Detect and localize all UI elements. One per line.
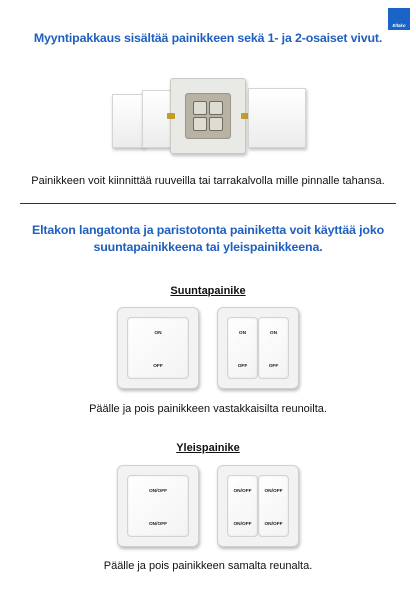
universal-switch-single (117, 465, 199, 547)
off-label: OFF (268, 364, 279, 369)
directional-switch-single (117, 307, 199, 389)
on-label: ON (269, 331, 278, 336)
directional-switch-double (217, 307, 299, 389)
single-rocker-cover-right (248, 88, 306, 148)
onoff-label: ON/OFF (264, 489, 283, 494)
off-label: OFF (237, 364, 248, 369)
single-rocker (127, 317, 189, 379)
directional-caption: Päälle ja pois painikkeen vastakkaisilta reunoilta. (89, 403, 327, 415)
onoff-label: ON/OFF (233, 522, 252, 527)
right-rocker (258, 475, 289, 537)
logo-text: Eltako (392, 23, 406, 28)
on-label: ON (154, 331, 162, 336)
section-divider (20, 203, 396, 204)
module-button (193, 117, 207, 131)
universal-caption: Päälle ja pois painikkeen samalta reunalta. (103, 560, 313, 572)
mounting-caption: Painikkeen voit kiinnittää ruuveilla tai tarrakalvolla mille pinnalle tahansa. (31, 175, 385, 187)
module-button (209, 117, 223, 131)
universal-title: Yleispainike (176, 442, 240, 454)
onoff-label: ON/OFF (264, 522, 283, 527)
onoff-label: ON/OFF (148, 489, 168, 494)
onoff-label: ON/OFF (233, 489, 252, 494)
package-heading: Myyntipakkaus sisältää painikkeen sekä 1- ja 2-osaiset vivut. (33, 31, 383, 45)
pushbutton-frame (170, 78, 246, 154)
frame-clip-left (167, 113, 175, 119)
usage-heading-line2: suuntapainikkeena tai yleispainikkeena. (93, 240, 323, 254)
onoff-label: ON/OFF (148, 522, 168, 527)
universal-switch-double (217, 465, 299, 547)
usage-heading-line1: Eltakon langatonta ja paristotonta painiketta voit käyttää joko (31, 223, 384, 237)
single-rocker-cover-left (112, 94, 144, 148)
right-rocker (258, 317, 289, 379)
off-label: OFF (153, 364, 163, 369)
single-rocker (127, 475, 189, 537)
eltako-logo (388, 8, 410, 30)
module-button (193, 101, 207, 115)
left-rocker (227, 317, 258, 379)
pushbutton-module (185, 93, 231, 139)
product-image (112, 76, 304, 160)
left-rocker (227, 475, 258, 537)
module-button (209, 101, 223, 115)
directional-title: Suuntapainike (170, 285, 246, 297)
on-label: ON (238, 331, 247, 336)
